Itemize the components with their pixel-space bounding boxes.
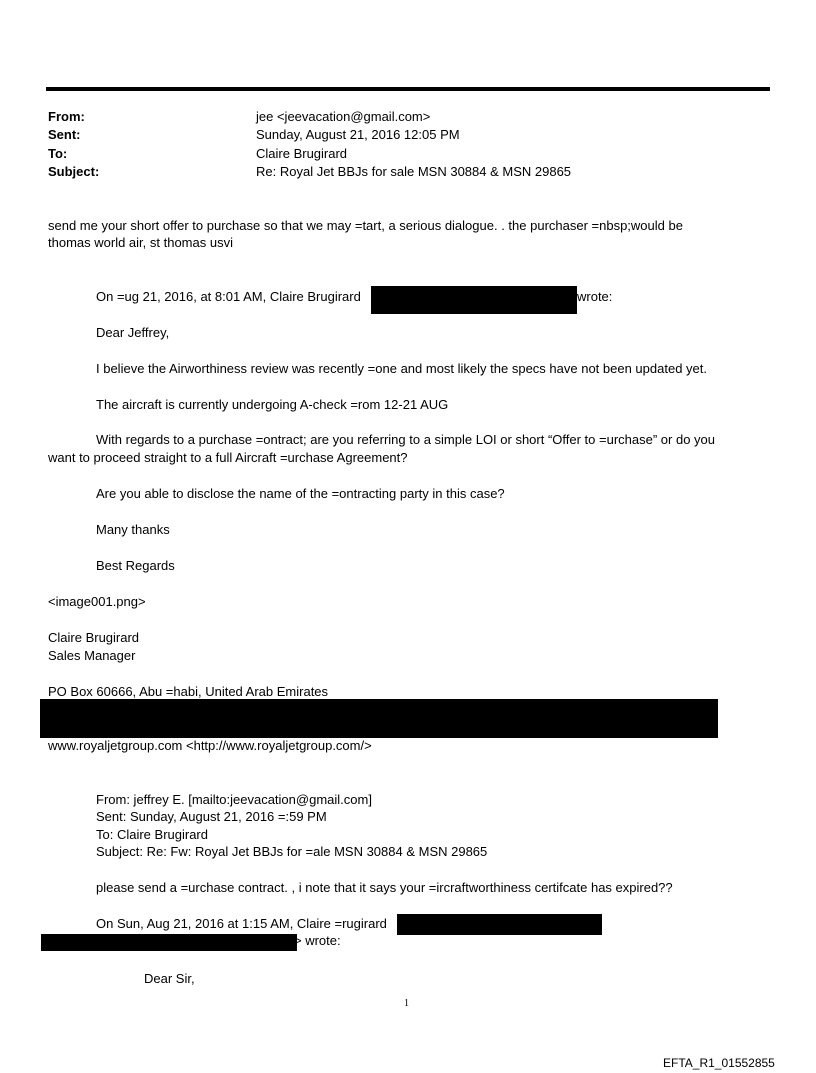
signature-title: Sales Manager — [48, 648, 136, 663]
paragraph-contract-line-1: With regards to a purchase =ontract; are you referring to a simple LOI or short “Offer to =urchase” or do you — [96, 432, 715, 447]
subject-label: Subject: — [48, 164, 100, 179]
reply-line-1: send me your short offer to purchase so that we may =tart, a serious dialogue. . the purchaser =nbsp;would be — [48, 218, 683, 233]
document-id: EFTA_R1_01552855 — [663, 1056, 775, 1070]
from-label: From: — [48, 109, 85, 124]
paragraph-disclose: Are you able to disclose the name of the =ontracting party in this case? — [96, 486, 505, 501]
signature-website: www.royaljetgroup.com <http://www.royaljetgroup.com/> — [48, 738, 372, 753]
header-divider — [46, 87, 770, 91]
fwd-body: please send a =urchase contract. , i note that it says your =ircraftworthiness certifcate has expired?? — [96, 880, 673, 895]
signature-address: PO Box 60666, Abu =habi, United Arab Emirates — [48, 684, 329, 699]
signature-name: Claire Brugirard — [48, 630, 140, 645]
fwd-sent: Sent: Sunday, August 21, 2016 =:59 PM — [96, 809, 327, 824]
to-value: Claire Brugirard — [256, 146, 348, 161]
fwd-to: To: Claire Brugirard — [96, 827, 208, 842]
quote-1-intro: On =ug 21, 2016, at 8:01 AM, Claire Brugirard — [96, 289, 361, 304]
sent-value: Sunday, August 21, 2016 12:05 PM — [256, 127, 460, 142]
paragraph-airworthiness: I believe the Airworthiness review was recently =one and most likely the specs have not been updated yet. — [96, 361, 707, 376]
redaction-email-3 — [41, 934, 297, 951]
page-number: 1 — [404, 998, 409, 1009]
sent-label: Sent: — [48, 127, 81, 142]
from-value: jee <jeevacation@gmail.com> — [256, 109, 431, 124]
paragraph-contract-line-2: want to proceed straight to a full Aircraft =urchase Agreement? — [48, 450, 408, 465]
greeting: Dear Jeffrey, — [96, 325, 170, 340]
to-label: To: — [48, 146, 68, 161]
reply-line-2: thomas world air, st thomas usvi — [48, 235, 233, 250]
quote-2-intro: On Sun, Aug 21, 2016 at 1:15 AM, Claire =rugirard — [96, 916, 387, 931]
redaction-email-1 — [371, 286, 577, 314]
subject-value: Re: Royal Jet BBJs for sale MSN 30884 & MSN 29865 — [256, 164, 572, 179]
fwd-subject: Subject: Re: Fw: Royal Jet BBJs for =ale MSN 30884 & MSN 29865 — [96, 844, 488, 859]
quote-1-wrote: wrote: — [577, 289, 613, 304]
paragraph-a-check: The aircraft is currently undergoing A-check =rom 12-21 AUG — [96, 397, 449, 412]
thanks: Many thanks — [96, 522, 170, 537]
quote-2-wrote: > wrote: — [294, 933, 341, 948]
regards: Best Regards — [96, 558, 175, 573]
redaction-signature — [40, 699, 718, 738]
image-reference: <image001.png> — [48, 594, 146, 609]
redaction-email-2 — [397, 914, 602, 935]
dear-sir: Dear Sir, — [144, 971, 195, 986]
fwd-from: From: jeffrey E. [mailto:jeevacation@gmail.com] — [96, 792, 372, 807]
